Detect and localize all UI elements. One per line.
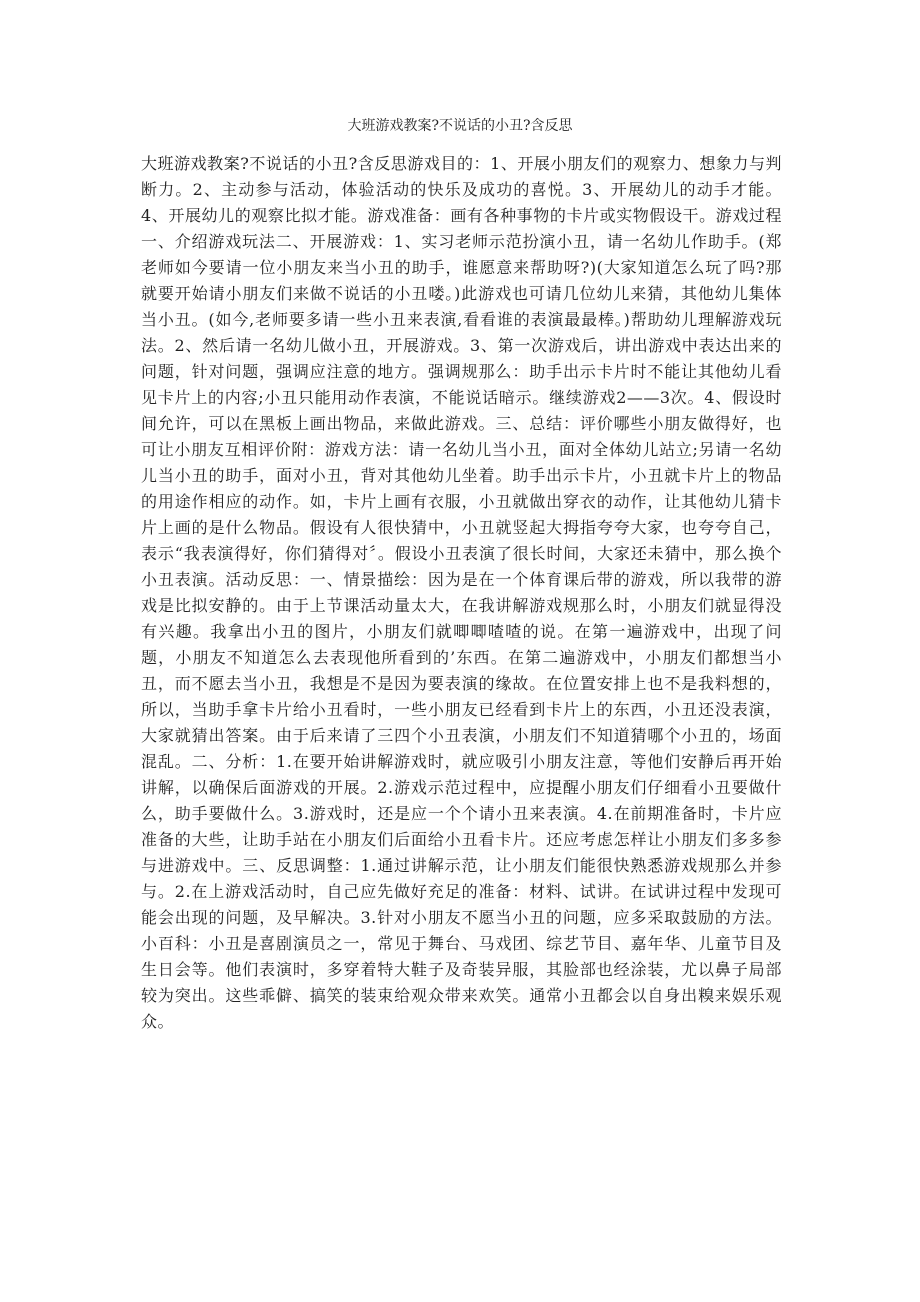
document-body-paragraph: 大班游戏教案?不说话的小丑?含反思游戏目的：1、开展小朋友们的观察力、想象力与判断力。2、主动参与活动，体验活动的快乐及成功的喜悦。3、开展幼儿的动手才能。4、开展幼儿的观察比拟才能。游戏准备：画有各种事物的卡片或实物假设干。游戏过程一、介绍游戏玩法二、开展游戏：1、实习老师示范扮演小丑，请一名幼儿作助手。(郑老师如今要请一位小朋友来当小丑的助手，谁愿意来帮助呀?)(大家知道怎么玩了吗?那就要开始请小朋友们来做不说话的小丑喽。)此游戏也可请几位幼儿来猜，其他幼儿集体当小丑。(如今,老师要多请一些小丑来表演,看看谁的表演最最棒。)帮助幼儿理解游戏玩法。2、然后请一名幼儿做小丑，开展游戏。3、第一次游戏后，讲出游戏中表达出来的问题，针对问题，强调应注意的地方。强调规那么：助手出示卡片时不能让其他幼儿看见卡片上的内容;小丑只能用动作表演，不能说话暗示。继续游戏2——3次。4、假设时间允许，可以在黑板上画出物品，来做此游戏。三、总结：评价哪些小朋友做得好，也可让小朋友互相评价附：游戏方法：请一名幼儿当小丑，面对全体幼儿站立;另请一名幼儿当小丑的助手，面对小丑，背对其他幼儿坐着。助手出示卡片，小丑就卡片上的物品的用途作相应的动作。如，卡片上画有衣服，小丑就做出穿衣的动作，让其他幼儿猜卡片上画的是什么物品。假设有人很快猜中，小丑就竖起大拇指夸夸大家，也夸夸自己，表示“我表演得好，你们猜得对〞。假设小丑表演了很长时间，大家还未猜中，那么换个小丑表演。活动反思：一、情景描绘：因为是在一个体育课后带的游戏，所以我带的游戏是比拟安静的。由于上节课活动量太大，在我讲解游戏规那么时，小朋友们就显得没有兴趣。我拿出小丑的图片，小朋友们就唧唧喳喳的说。在第一遍游戏中，出现了问题，小朋友不知道怎么去表现他所看到的’东西。在第二遍游戏中，小朋友们都想当小丑，而不愿去当小丑，我想是不是因为要表演的缘故。在位置安排上也不是我料想的，所以，当助手拿卡片给小丑看时，一些小朋友已经看到卡片上的东西，小丑还没表演，大家就猜出答案。由于后来请了三四个小丑表演，小朋友们不知道猜哪个小丑的，场面混乱。二、分析：1.在要开始讲解游戏时，就应吸引小朋友注意，等他们安静后再开始讲解，以确保后面游戏的开展。2.游戏示范过程中，应提醒小朋友们仔细看小丑要做什么，助手要做什么。3.游戏时，还是应一个个请小丑来表演。4.在前期准备时，卡片应准备的大些，让助手站在小朋友们后面给小丑看卡片。还应考虑怎样让小朋友们多多参与进游戏中。三、反思调整：1.通过讲解示范，让小朋友们能很快熟悉游戏规那么并参与。2.在上游戏活动时，自己应先做好充足的准备：材料、试讲。在试讲过程中发现可能会出现的问题，及早解决。3.针对小朋友不愿当小丑的问题，应多采取鼓励的方法。小百科：小丑是喜剧演员之一，常见于舞台、马戏团、综艺节目、嘉年华、儿童节目及生日会等。他们表演时，多穿着特大鞋子及奇装异服，其脸部也经涂装，尤以鼻子局部较为突出。这些乖僻、搞笑的装束给观众带来欢笑。通常小丑都会以自身出糗来娱乐观众。 <box>141 154 782 1031</box>
document-title: 大班游戏教案?不说话的小丑?含反思 <box>347 118 573 134</box>
